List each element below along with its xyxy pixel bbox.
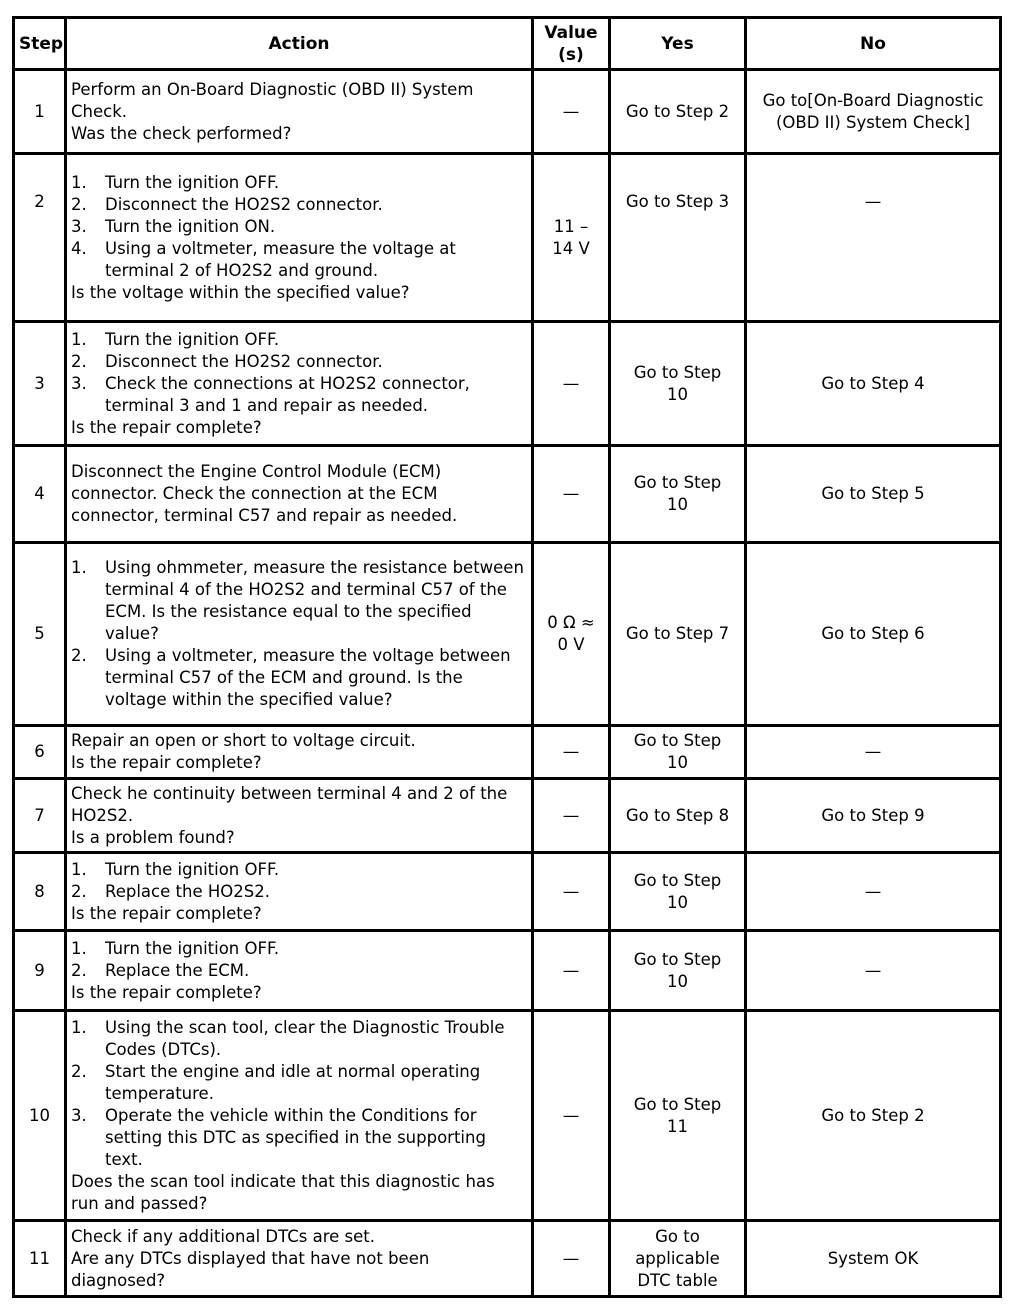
value-cell: — [533,446,610,543]
header-value [533,18,610,70]
action-step: Operate the vehicle within the Conditions for setting this DTC as specified in the supporting text. [105,1105,486,1169]
action-step: Turn the ignition OFF. [105,859,280,879]
action-question: Is a problem found? [71,827,235,847]
action-step: Turn the ignition OFF. [105,329,280,349]
header-yes: Yes [610,18,746,70]
table-row [14,1221,1001,1297]
step-number: 5 [14,543,66,726]
step-number: 8 [14,853,66,931]
no-cell: — [746,154,1001,322]
value-cell: 11 – 14 V [533,154,610,322]
header-value-line2: (s) [558,44,584,65]
action-cell [66,154,533,322]
yes-cell: Go to applicable DTC table [610,1221,746,1297]
action-step: Using the scan tool, clear the Diagnostic Trouble Codes (DTCs). [105,1017,505,1059]
action-question: Is the voltage within the specified value? [71,282,410,302]
value-cell: — [533,322,610,446]
action-text: Perform an On-Board Diagnostic (OBD II) System Check. [71,79,474,121]
step-number: 3 [14,322,66,446]
table-row [14,70,1001,154]
action-step: Disconnect the HO2S2 connector. [105,351,383,371]
value-cell: — [533,70,610,154]
step-number: 1 [14,70,66,154]
action-step: Turn the ignition OFF. [105,172,280,192]
header-row [14,18,1001,70]
no-cell: — [746,853,1001,931]
action-question: Is the repair complete? [71,417,262,437]
action-cell [66,931,533,1011]
value-cell: — [533,779,610,853]
header-step: Step [14,18,66,70]
yes-cell: Go to Step 11 [610,1011,746,1221]
action-text: Repair an open or short to voltage circuit. [71,731,416,750]
action-cell [66,322,533,446]
action-text: Check he continuity between terminal 4 and 2 of the HO2S2. [71,783,508,825]
action-step: Using a voltmeter, measure the voltage between terminal C57 of the ECM and ground. Is the voltage within the specified value? [105,646,511,709]
value-cell: — [533,726,610,779]
yes-cell: Go to Step 10 [610,446,746,543]
action-steps [71,557,527,711]
action-step: Start the engine and idle at normal operating temperature. [105,1061,481,1103]
yes-cell: Go to Step 3 [610,154,746,322]
value-cell: — [533,931,610,1011]
table-row [14,779,1001,853]
diagnostic-table [12,16,1002,1298]
table-row [14,154,1001,322]
step-number: 11 [14,1221,66,1297]
yes-cell: Go to Step 10 [610,853,746,931]
action-cell [66,853,533,931]
table-row [14,853,1001,931]
action-step: Replace the ECM. [105,960,250,980]
yes-cell: Go to Step 10 [610,931,746,1011]
action-cell [66,70,533,154]
table-row [14,543,1001,726]
no-cell: — [746,726,1001,779]
table-row [14,322,1001,446]
action-question: Is the repair complete? [71,753,262,772]
action-cell [66,446,533,543]
step-number: 7 [14,779,66,853]
action-step: Disconnect the HO2S2 connector. [105,194,383,214]
yes-cell: Go to Step 10 [610,726,746,779]
step-number: 10 [14,1011,66,1221]
yes-cell: Go to Step 8 [610,779,746,853]
action-cell [66,1011,533,1221]
action-question: Is the repair complete? [71,982,262,1002]
header-action: Action [66,18,533,70]
action-cell [66,543,533,726]
action-question: Was the check performed? [71,123,292,143]
step-number: 4 [14,446,66,543]
action-steps [71,1017,527,1171]
action-steps [71,172,527,282]
value-cell: — [533,1011,610,1221]
no-cell: Go to Step 4 [746,322,1001,446]
step-number: 9 [14,931,66,1011]
action-text: Check if any additional DTCs are set. [71,1226,375,1246]
action-text: Disconnect the Engine Control Module (ECM) connector. Check the connection at the ECM connector, terminal C57 and repair as needed. [71,462,458,525]
no-cell: Go to[On-Board Diagnostic (OBD II) System Check] [746,70,1001,154]
action-step: Replace the HO2S2. [105,881,270,901]
no-cell: Go to Step 6 [746,543,1001,726]
table-row [14,931,1001,1011]
action-cell [66,779,533,853]
action-steps [71,938,527,982]
value-cell: — [533,853,610,931]
no-cell: Go to Step 9 [746,779,1001,853]
header-value-line1: Value [544,22,598,43]
action-question: Is the repair complete? [71,903,262,923]
value-cell: — [533,1221,610,1297]
yes-cell: Go to Step 2 [610,70,746,154]
no-cell: System OK [746,1221,1001,1297]
action-cell [66,1221,533,1297]
table-row [14,446,1001,543]
action-step: Turn the ignition ON. [105,216,276,236]
action-cell [66,726,533,779]
step-number: 2 [14,154,66,322]
action-step: Using a voltmeter, measure the voltage at terminal 2 of HO2S2 and ground. [105,238,456,280]
no-cell: Go to Step 2 [746,1011,1001,1221]
no-cell: Go to Step 5 [746,446,1001,543]
action-question: Are any DTCs displayed that have not been diagnosed? [71,1248,430,1290]
no-cell: — [746,931,1001,1011]
action-step: Using ohmmeter, measure the resistance between terminal 4 of the HO2S2 and terminal C57 of the ECM. Is the resistance equal to the specified value? [105,558,524,643]
step-number: 6 [14,726,66,779]
value-cell: 0 Ω ≈ 0 V [533,543,610,726]
yes-cell: Go to Step 10 [610,322,746,446]
header-no: No [746,18,1001,70]
action-steps [71,859,527,903]
yes-cell: Go to Step 7 [610,543,746,726]
action-question: Does the scan tool indicate that this diagnostic has run and passed? [71,1171,495,1213]
action-steps [71,329,527,417]
table-row [14,1011,1001,1221]
action-step: Turn the ignition OFF. [105,938,280,958]
action-step: Check the connections at HO2S2 connector, terminal 3 and 1 and repair as needed. [105,373,470,415]
table-row [14,726,1001,779]
